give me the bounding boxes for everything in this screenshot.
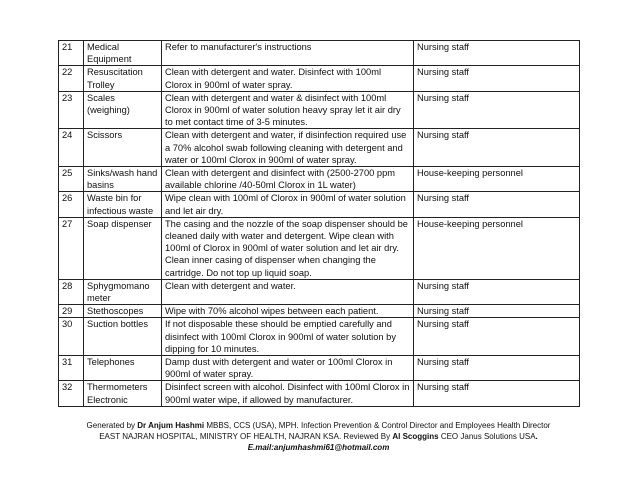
item-cell: Waste bin for infectious waste xyxy=(84,192,162,217)
responsible-cell: House-keeping personnel xyxy=(414,217,580,279)
responsible-cell: Nursing staff xyxy=(414,66,580,91)
item-cell: Thermometers Electronic xyxy=(84,381,162,406)
row-number-cell: 29 xyxy=(59,305,84,318)
row-number-cell: 23 xyxy=(59,91,84,129)
item-cell: Soap dispenser xyxy=(84,217,162,279)
row-number-cell: 31 xyxy=(59,356,84,381)
item-cell: Suction bottles xyxy=(84,318,162,356)
item-cell: Medical Equipment xyxy=(84,41,162,66)
responsible-cell: Nursing staff xyxy=(414,305,580,318)
cleaning-method-cell: Clean with detergent and water, if disinfection required use a 70% alcohol swab following cleaning with detergent and water or 100ml Clorox in 900ml of water spray. xyxy=(162,129,414,167)
responsible-cell: Nursing staff xyxy=(414,192,580,217)
row-number-cell: 25 xyxy=(59,167,84,192)
footer-line-2 xyxy=(58,431,579,442)
responsible-cell: Nursing staff xyxy=(414,279,580,304)
table-body xyxy=(59,41,580,407)
cleaning-method-cell: Disinfect screen with alcohol. Disinfect with 100ml Clorox in 900ml water wipe, if allowed by manufacturer. xyxy=(162,381,414,406)
table-row xyxy=(59,318,580,356)
footer-period: . xyxy=(535,432,538,441)
table-row xyxy=(59,167,580,192)
responsible-cell: Nursing staff xyxy=(414,41,580,66)
table-row xyxy=(59,279,580,304)
row-number-cell: 32 xyxy=(59,381,84,406)
table-row xyxy=(59,356,580,381)
footer-author: Dr Anjum Hashmi xyxy=(137,421,205,430)
responsible-cell: House-keeping personnel xyxy=(414,167,580,192)
cleaning-method-cell: Wipe with 70% alcohol wipes between each patient. xyxy=(162,305,414,318)
row-number-cell: 24 xyxy=(59,129,84,167)
cleaning-method-cell: Clean with detergent and water & disinfect with 100ml Clorox in 900ml of water solution heavy spray let it air dry to met contact time of 3-5 minutes. xyxy=(162,91,414,129)
table-row xyxy=(59,41,580,66)
row-number-cell: 22 xyxy=(59,66,84,91)
responsible-cell: Nursing staff xyxy=(414,91,580,129)
cleaning-method-cell: The casing and the nozzle of the soap dispenser should be cleaned daily with water and detergent. Wipe clean with 100ml of Clorox in 900ml of water solution and let air dry. Clean inner casing of dispenser when changing the cartridge. Do not top up liquid soap. xyxy=(162,217,414,279)
row-number-cell: 21 xyxy=(59,41,84,66)
footer-author-credentials: MBBS, CCS (USA), MPH. Infection Prevention & Control Director and Employees Health Director xyxy=(206,421,551,430)
footer-line-3 xyxy=(58,442,579,453)
responsible-cell: Nursing staff xyxy=(414,381,580,406)
table-row xyxy=(59,66,580,91)
item-cell: Sinks/wash hand basins xyxy=(84,167,162,192)
row-number-cell: 28 xyxy=(59,279,84,304)
table-row xyxy=(59,91,580,129)
table-row xyxy=(59,192,580,217)
footer-line-1 xyxy=(58,420,579,431)
cleaning-method-cell: If not disposable these should be emptied carefully and disinfect with 100ml Clorox in 900ml of water solution by dipping for 10 minutes. xyxy=(162,318,414,356)
cleaning-method-cell: Damp dust with detergent and water or 100ml Clorox in 900ml of water spray. xyxy=(162,356,414,381)
cleaning-method-cell: Clean with detergent and water. xyxy=(162,279,414,304)
cleaning-method-cell: Clean with detergent and disinfect with (2500-2700 ppm available chlorine /40-50ml Clorox in 1L water) xyxy=(162,167,414,192)
footer-email: E.mail:anjumhashmi61@hotmail.com xyxy=(247,443,390,452)
document-footer xyxy=(58,420,579,453)
item-cell: Resuscitation Trolley xyxy=(84,66,162,91)
item-cell: Scales (weighing) xyxy=(84,91,162,129)
footer-reviewer: Al Scoggins xyxy=(392,432,439,441)
row-number-cell: 27 xyxy=(59,217,84,279)
table-row xyxy=(59,217,580,279)
table-row xyxy=(59,305,580,318)
cleaning-method-cell: Clean with detergent and water. Disinfect with 100ml Clorox in 900ml of water spray. xyxy=(162,66,414,91)
item-cell: Telephones xyxy=(84,356,162,381)
table-row xyxy=(59,129,580,167)
item-cell: Stethoscopes xyxy=(84,305,162,318)
item-cell: Sphygmomano meter xyxy=(84,279,162,304)
table-row xyxy=(59,381,580,406)
cleaning-method-cell: Wipe clean with 100ml of Clorox in 900ml of water solution and let air dry. xyxy=(162,192,414,217)
item-cell: Scissors xyxy=(84,129,162,167)
responsible-cell: Nursing staff xyxy=(414,129,580,167)
row-number-cell: 30 xyxy=(59,318,84,356)
footer-reviewer-credentials: CEO Janus Solutions USA xyxy=(440,432,536,441)
footer-generated-by: Generated by xyxy=(86,421,136,430)
responsible-cell: Nursing staff xyxy=(414,318,580,356)
cleaning-schedule-table xyxy=(58,40,580,407)
cleaning-method-cell: Refer to manufacturer's instructions xyxy=(162,41,414,66)
footer-institution: EAST NAJRAN HOSPITAL, MINISTRY OF HEALTH, NAJRAN KSA. Reviewed By xyxy=(99,432,391,441)
row-number-cell: 26 xyxy=(59,192,84,217)
responsible-cell: Nursing staff xyxy=(414,356,580,381)
